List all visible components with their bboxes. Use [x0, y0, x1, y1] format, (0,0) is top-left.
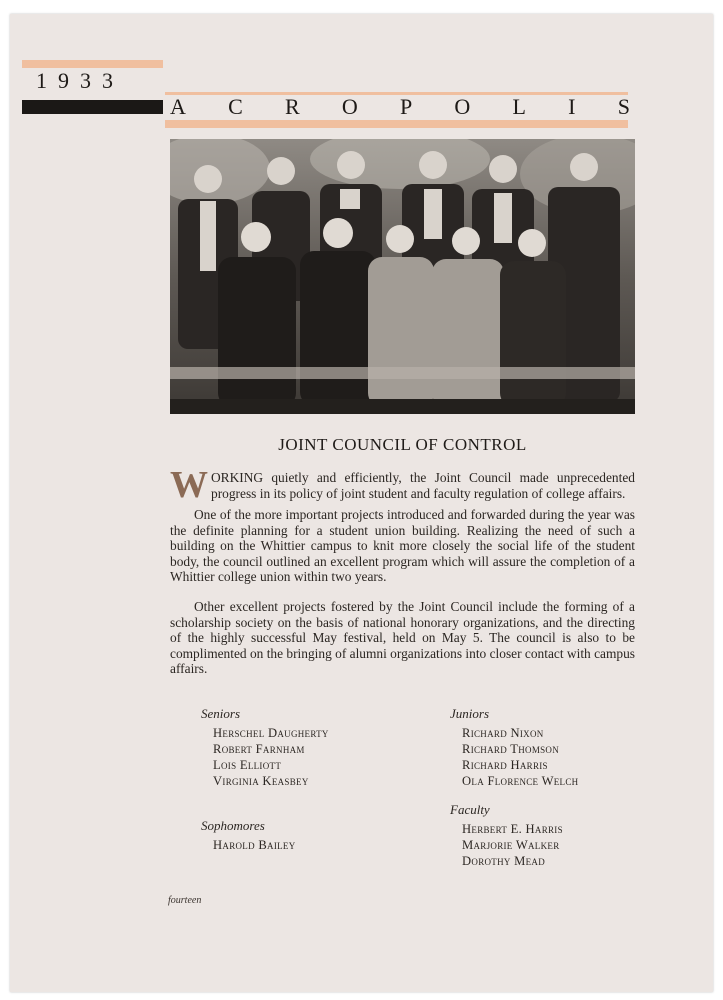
roster-name: Herbert E. Harris — [462, 822, 563, 836]
drop-cap: W — [170, 464, 208, 506]
yearbook-page — [10, 14, 713, 992]
header-accent-stripe — [22, 60, 163, 68]
header-year: 1933 — [36, 68, 124, 93]
roster-name: Virginia Keasbey — [213, 774, 309, 788]
roster-name: Robert Farnham — [213, 742, 305, 756]
header-black-bar — [22, 100, 163, 114]
photo-bottom-border — [170, 399, 635, 414]
roster-name: Herschel Daugherty — [213, 726, 329, 740]
title-letter: P — [399, 94, 413, 119]
roster-name: Richard Nixon — [462, 726, 544, 740]
roster-name: Harold Bailey — [213, 838, 296, 852]
group-photo-image — [170, 139, 635, 414]
article-paragraph-1 — [170, 464, 635, 506]
title-letter: I — [568, 94, 576, 119]
group-photo — [170, 139, 635, 414]
roster-heading: Juniors — [450, 706, 489, 721]
roster-name: Ola Florence Welch — [462, 774, 579, 788]
roster-name: Lois Elliott — [213, 758, 282, 772]
roster-faculty — [450, 802, 563, 869]
title-letter: S — [617, 94, 630, 119]
header-title — [170, 94, 630, 120]
title-letter: C — [228, 94, 243, 119]
roster-name: Marjorie Walker — [462, 838, 560, 852]
roster-name: Dorothy Mead — [462, 854, 546, 868]
page-folio: fourteen — [168, 895, 202, 906]
title-letter: O — [454, 94, 471, 119]
article-paragraph-2: One of the more important projects introduced and forwarded during the year was the definite planning for a student union building. Realizing the need of such a building on the Whittier campus to knit more closely the social life of the student body, the council outlined an excellent program which will assure the completion of a Whittier college union within two years. — [170, 507, 635, 585]
article-headline: JOINT COUNCIL OF CONTROL — [278, 435, 527, 454]
roster-heading: Seniors — [201, 706, 240, 721]
title-letter: L — [512, 94, 526, 119]
roster-name: Richard Thomson — [462, 742, 560, 756]
roster-sophomores — [201, 818, 296, 853]
title-letter: O — [341, 94, 358, 119]
roster-name: Richard Harris — [462, 758, 548, 772]
roster-juniors — [450, 706, 578, 789]
title-letter: A — [170, 94, 186, 119]
roster-seniors — [201, 706, 329, 789]
roster-heading: Faculty — [450, 802, 490, 817]
roster-heading: Sophomores — [201, 818, 265, 833]
paragraph-1-text: ORKING quietly and efficiently, the Joint Council made unprecedented progress in its policy of joint student and faculty regulation of college affairs. — [211, 470, 635, 501]
title-letter: R — [284, 94, 300, 119]
header-rule-bottom — [165, 120, 628, 128]
article-paragraph-3: Other excellent projects fostered by the Joint Council include the forming of a scholarship society on the basis of national honorary organizations, and the directing of the highly successful May festival, held on May 5. The council is also to be complimented on the bringing of alumni organizations into closer contact with campus affairs. — [170, 599, 635, 677]
